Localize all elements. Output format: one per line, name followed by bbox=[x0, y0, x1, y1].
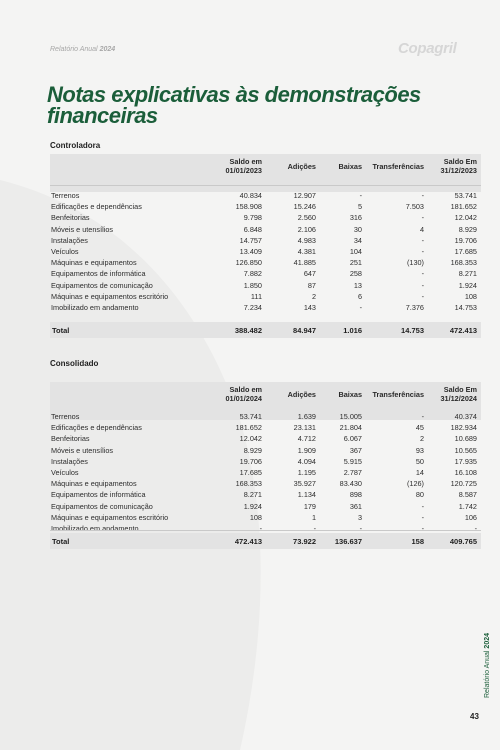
report-header-label: Relatório Anual bbox=[50, 46, 98, 53]
column-header: Saldo em 01/01/2023 bbox=[225, 157, 262, 175]
cell-value: 647 bbox=[303, 269, 316, 279]
cell-value: 8.929 bbox=[458, 224, 477, 234]
cell-value: 17.685 bbox=[239, 468, 262, 477]
cell-value: 898 bbox=[349, 490, 362, 500]
cell-value: - bbox=[313, 524, 316, 533]
cell-value: 1.850 bbox=[243, 280, 262, 290]
total-value: 84.947 bbox=[293, 326, 316, 335]
total-row-controladora bbox=[50, 322, 481, 338]
row-label: Instalações bbox=[51, 456, 88, 466]
cell-value: - bbox=[421, 291, 424, 301]
cell-value: - bbox=[421, 269, 424, 279]
column-header: Saldo Em 31/12/2023 bbox=[440, 157, 477, 175]
row-label: Equipamentos de comunicação bbox=[51, 280, 153, 290]
column-header: Baixas bbox=[338, 162, 362, 171]
table-row bbox=[50, 434, 481, 445]
row-label: Imobilizado em andamento bbox=[51, 303, 139, 312]
cell-value: 2.787 bbox=[343, 468, 362, 477]
cell-value: 6 bbox=[357, 291, 362, 301]
total-value: 472.413 bbox=[449, 326, 477, 335]
header-divider bbox=[50, 185, 481, 186]
cell-value: 34 bbox=[353, 235, 362, 245]
cell-value: 12.042 bbox=[239, 434, 262, 444]
cell-value: 2.106 bbox=[297, 224, 316, 234]
row-label: Equipamentos de comunicação bbox=[51, 501, 153, 511]
row-label: Máquinas e equipamentos bbox=[51, 258, 137, 268]
cell-value: 1.195 bbox=[297, 468, 316, 477]
cell-value: 168.353 bbox=[235, 479, 262, 489]
cell-value: 104 bbox=[349, 247, 362, 256]
cell-value: 3 bbox=[357, 512, 362, 522]
cell-value: 19.706 bbox=[239, 456, 262, 466]
row-label: Máquinas e equipamentos escritório bbox=[51, 512, 169, 522]
table-row bbox=[50, 191, 481, 202]
table-row bbox=[50, 236, 481, 247]
cell-value: 83.430 bbox=[339, 479, 362, 489]
table-row bbox=[50, 225, 481, 236]
cell-value: 17.935 bbox=[454, 456, 477, 466]
cell-value: 4.712 bbox=[297, 434, 316, 444]
cell-value: - bbox=[421, 524, 424, 533]
cell-value: 8.271 bbox=[458, 269, 477, 279]
table-row bbox=[50, 468, 481, 479]
cell-value: 14 bbox=[415, 468, 424, 477]
cell-value: 21.804 bbox=[339, 423, 362, 433]
cell-value: 1.924 bbox=[243, 501, 262, 511]
table-row bbox=[50, 247, 481, 258]
table-row bbox=[50, 281, 481, 292]
cell-value: - bbox=[259, 524, 262, 533]
cell-value: 19.706 bbox=[454, 235, 477, 245]
cell-value: 126.850 bbox=[235, 258, 262, 268]
cell-value: 8.587 bbox=[458, 490, 477, 500]
table-header-controladora bbox=[50, 154, 481, 192]
row-label: Móveis e utensílios bbox=[51, 224, 114, 234]
report-header bbox=[50, 46, 115, 53]
cell-value: 23.131 bbox=[293, 423, 316, 433]
cell-value: 4 bbox=[419, 224, 424, 234]
row-label: Equipamentos de informática bbox=[51, 490, 146, 500]
cell-value: 181.652 bbox=[235, 423, 262, 433]
cell-value: 1.639 bbox=[297, 412, 316, 421]
row-label: Imobilizado em andamento bbox=[51, 524, 139, 533]
side-report-year: 2024 bbox=[484, 632, 491, 649]
cell-value: 5 bbox=[357, 202, 362, 212]
company-logo: Copagril bbox=[398, 40, 457, 57]
cell-value: 181.652 bbox=[450, 202, 477, 212]
cell-value: 367 bbox=[349, 445, 362, 455]
cell-value: - bbox=[421, 247, 424, 256]
cell-value: 13.409 bbox=[239, 247, 262, 256]
cell-value: 182.934 bbox=[450, 423, 477, 433]
section-title-controladora: Controladora bbox=[50, 141, 101, 150]
column-header: Baixas bbox=[338, 390, 362, 399]
cell-value: - bbox=[421, 191, 424, 200]
total-value: 73.922 bbox=[293, 537, 316, 546]
cell-value: 7.882 bbox=[243, 269, 262, 279]
cell-value: 10.689 bbox=[454, 434, 477, 444]
cell-value: 1.134 bbox=[297, 490, 316, 500]
cell-value: 14.753 bbox=[454, 303, 477, 312]
cell-value: - bbox=[421, 213, 424, 223]
column-header: Transferências bbox=[372, 390, 424, 399]
cell-value: 1.909 bbox=[297, 445, 316, 455]
cell-value: 87 bbox=[307, 280, 316, 290]
cell-value: 40.374 bbox=[454, 412, 477, 421]
cell-value: 1 bbox=[311, 512, 316, 522]
page-title: Notas explicativas às demonstrações financeiras bbox=[47, 82, 421, 128]
table-row bbox=[50, 490, 481, 501]
cell-value: 316 bbox=[349, 213, 362, 223]
total-label: Total bbox=[52, 537, 70, 546]
cell-value: 93 bbox=[415, 445, 424, 455]
table-bottom-divider bbox=[50, 530, 481, 531]
table-row bbox=[50, 479, 481, 490]
cell-value: 143 bbox=[303, 303, 316, 312]
cell-value: 14.757 bbox=[239, 235, 262, 245]
cell-value: 158.908 bbox=[235, 202, 262, 212]
cell-value: 2 bbox=[419, 434, 424, 444]
total-row-consolidado bbox=[50, 533, 481, 549]
cell-value: 53.741 bbox=[454, 191, 477, 200]
row-label: Benfeitorias bbox=[51, 213, 90, 223]
cell-value: 53.741 bbox=[239, 412, 262, 421]
cell-value: - bbox=[474, 524, 477, 533]
total-label: Total bbox=[52, 326, 70, 335]
cell-value: - bbox=[359, 303, 362, 312]
cell-value: 17.685 bbox=[454, 247, 477, 256]
cell-value: 6.067 bbox=[343, 434, 362, 444]
side-report-label bbox=[484, 633, 491, 698]
cell-value: 15.246 bbox=[293, 202, 316, 212]
cell-value: 1.742 bbox=[458, 501, 477, 511]
cell-value: 12.907 bbox=[293, 191, 316, 200]
row-label: Benfeitorias bbox=[51, 434, 90, 444]
cell-value: - bbox=[421, 412, 424, 421]
cell-value: (130) bbox=[406, 258, 424, 268]
cell-value: 9.798 bbox=[243, 213, 262, 223]
cell-value: 4.381 bbox=[297, 247, 316, 256]
column-header: Saldo Em 31/12/2024 bbox=[440, 385, 477, 403]
column-header: Transferências bbox=[372, 162, 424, 171]
cell-value: - bbox=[421, 235, 424, 245]
cell-value: 4.983 bbox=[297, 235, 316, 245]
page-number: 43 bbox=[470, 712, 479, 721]
cell-value: 168.353 bbox=[450, 258, 477, 268]
table-row bbox=[50, 423, 481, 434]
row-label: Terrenos bbox=[51, 412, 80, 421]
cell-value: 258 bbox=[349, 269, 362, 279]
cell-value: 30 bbox=[353, 224, 362, 234]
cell-value: 251 bbox=[349, 258, 362, 268]
row-label: Máquinas e equipamentos bbox=[51, 479, 137, 489]
column-header: Saldo em 01/01/2024 bbox=[225, 385, 262, 403]
cell-value: 106 bbox=[464, 512, 477, 522]
cell-value: 2 bbox=[311, 291, 316, 301]
table-row bbox=[50, 258, 481, 269]
column-header: Adições bbox=[287, 390, 316, 399]
cell-value: 41.885 bbox=[293, 258, 316, 268]
cell-value: 6.848 bbox=[243, 224, 262, 234]
row-label: Terrenos bbox=[51, 191, 80, 200]
total-value: 409.765 bbox=[449, 537, 477, 546]
cell-value: 13 bbox=[353, 280, 362, 290]
row-label: Móveis e utensílios bbox=[51, 445, 114, 455]
cell-value: 8.271 bbox=[243, 490, 262, 500]
column-header: Adições bbox=[287, 162, 316, 171]
cell-value: 7.234 bbox=[243, 303, 262, 312]
total-value: 388.482 bbox=[234, 326, 262, 335]
table-row bbox=[50, 446, 481, 457]
section-title-consolidado: Consolidado bbox=[50, 359, 99, 368]
cell-value: 7.376 bbox=[405, 303, 424, 312]
total-value: 14.753 bbox=[401, 326, 424, 335]
cell-value: 45 bbox=[415, 423, 424, 433]
total-value: 472.413 bbox=[234, 537, 262, 546]
cell-value: 12.042 bbox=[454, 213, 477, 223]
table-row bbox=[50, 213, 481, 224]
table-row bbox=[50, 412, 481, 423]
cell-value: - bbox=[359, 191, 362, 200]
row-label: Máquinas e equipamentos escritório bbox=[51, 291, 169, 301]
table-row bbox=[50, 457, 481, 468]
cell-value: 5.915 bbox=[343, 456, 362, 466]
row-label: Equipamentos de informática bbox=[51, 269, 146, 279]
cell-value: 1.924 bbox=[458, 280, 477, 290]
cell-value: 35.927 bbox=[293, 479, 316, 489]
side-report-text: Relatório Anual bbox=[484, 650, 491, 698]
cell-value: 108 bbox=[464, 291, 477, 301]
table-row bbox=[50, 202, 481, 213]
cell-value: 80 bbox=[415, 490, 424, 500]
total-value: 136.637 bbox=[334, 537, 362, 546]
row-label: Veículos bbox=[51, 468, 79, 477]
cell-value: 361 bbox=[349, 501, 362, 511]
table-row bbox=[50, 513, 481, 524]
cell-value: 50 bbox=[415, 456, 424, 466]
cell-value: 4.094 bbox=[297, 456, 316, 466]
total-value: 1.016 bbox=[343, 326, 362, 335]
cell-value: 40.834 bbox=[239, 191, 262, 200]
row-label: Edificações e dependências bbox=[51, 202, 142, 212]
cell-value: 108 bbox=[249, 512, 262, 522]
table-row bbox=[50, 292, 481, 303]
row-label: Veículos bbox=[51, 247, 79, 256]
table-row bbox=[50, 502, 481, 513]
row-label: Instalações bbox=[51, 235, 88, 245]
cell-value: - bbox=[421, 501, 424, 511]
cell-value: 10.565 bbox=[454, 445, 477, 455]
cell-value: 2.560 bbox=[297, 213, 316, 223]
total-value: 158 bbox=[411, 537, 424, 546]
table-row bbox=[50, 269, 481, 280]
row-label: Edificações e dependências bbox=[51, 423, 142, 433]
cell-value: - bbox=[359, 524, 362, 533]
cell-value: 120.725 bbox=[450, 479, 477, 489]
report-header-year: 2024 bbox=[99, 46, 116, 53]
cell-value: - bbox=[421, 280, 424, 290]
cell-value: 7.503 bbox=[405, 202, 424, 212]
cell-value: 16.108 bbox=[454, 468, 477, 477]
cell-value: - bbox=[421, 512, 424, 522]
cell-value: 8.929 bbox=[243, 445, 262, 455]
cell-value: 179 bbox=[303, 501, 316, 511]
table-row bbox=[50, 303, 481, 314]
cell-value: 111 bbox=[250, 291, 262, 301]
cell-value: (126) bbox=[406, 479, 424, 489]
cell-value: 15.005 bbox=[339, 412, 362, 421]
